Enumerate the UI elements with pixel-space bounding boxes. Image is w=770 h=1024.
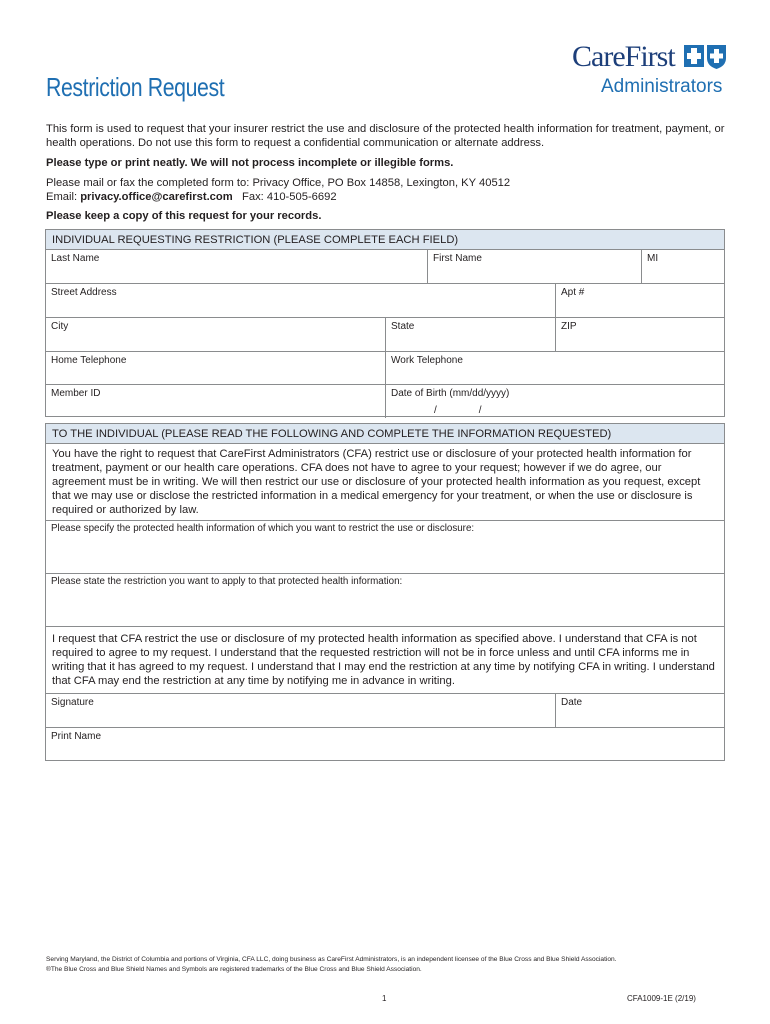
- specify-phi-field-label: Please specify the protected health information of which you want to restrict the use or disclosure:: [51, 523, 475, 534]
- work-telephone-field[interactable]: [385, 352, 724, 384]
- address-row: [46, 284, 724, 318]
- mailing-instructions: Please mail or fax the completed form to: Privacy Office, PO Box 14858, Lexington, KY 40512: [46, 177, 511, 189]
- state-label: State: [391, 321, 415, 332]
- rights-row: [46, 444, 724, 521]
- last-name-label: Last Name: [51, 253, 100, 264]
- date-field[interactable]: [555, 694, 724, 727]
- email-label: Email:: [46, 191, 81, 203]
- member-id-label: Member ID: [51, 388, 101, 399]
- footer-disclaimer: Serving Maryland, the District of Columbia and portions of Virginia, CFA LLC, doing business as CareFirst Administrators, is an independent licensee of the Blue Cross and Blue Shield Association. ®The Blue Cross and Blue Shield Names and Symbols are registered trademarks of the Blue Cross and Blue Shield Association.: [46, 956, 617, 973]
- street-address-label: Street Address: [51, 287, 117, 298]
- first-name-label: First Name: [433, 253, 482, 264]
- request-row: [46, 627, 724, 694]
- dob-separator: /: [478, 405, 482, 416]
- blue-cross-blue-shield-icon: [683, 44, 727, 70]
- rights-paragraph: You have the right to request that CareFirst Administrators (CFA) restrict use or disclosure of your protected health information for treatment, payment or our health care operations. CFA does not have to agree to your request; however if we do agree, our agreement must be in writing. We will then restrict our use or disclosure of your protected health information as you request, except that we may use or disclose the restricted information in a medical emergency for your treatment, or when the use or disclosure is required or authorized by law.: [52, 448, 701, 516]
- restriction-row[interactable]: [46, 574, 724, 627]
- dob-separators: [434, 405, 482, 416]
- page-title: Restriction Request: [46, 72, 225, 102]
- zip-field[interactable]: [555, 318, 724, 351]
- signature-label: Signature: [51, 697, 94, 708]
- instructions-note: Please type or print neatly. We will not process incomplete or illegible forms.: [46, 157, 454, 169]
- street-address-field[interactable]: [46, 284, 555, 317]
- state-field[interactable]: [385, 318, 555, 351]
- form-code: CFA1009-1E (2/19): [627, 994, 696, 1003]
- member-id-field[interactable]: [46, 385, 385, 418]
- section-heading-individual: INDIVIDUAL REQUESTING RESTRICTION (PLEASE COMPLETE EACH FIELD): [46, 230, 724, 250]
- signature-field[interactable]: [46, 694, 555, 727]
- logo-subtitle: Administrators: [601, 76, 723, 97]
- apt-label: Apt #: [561, 287, 585, 298]
- notice-section: [45, 423, 725, 761]
- home-telephone-label: Home Telephone: [51, 355, 127, 366]
- intro-paragraph: This form is used to request that your insurer restrict the use and disclosure of the protected health information for treatment, payment, or health operations. Do not use this form to request a confidential communication or alternate address.: [46, 123, 725, 149]
- section-heading-notice: TO THE INDIVIDUAL (PLEASE READ THE FOLLOWING AND COMPLETE THE INFORMATION REQUESTED): [46, 424, 724, 444]
- signature-row: [46, 694, 724, 728]
- date-of-birth-field[interactable]: [385, 385, 724, 418]
- page-number: 1: [382, 994, 387, 1003]
- fax-number: Fax: 410-505-6692: [242, 191, 337, 203]
- copy-note: Please keep a copy of this request for your records.: [46, 210, 322, 222]
- first-name-field[interactable]: [427, 250, 641, 283]
- phone-row: [46, 352, 724, 385]
- work-telephone-label: Work Telephone: [391, 355, 463, 366]
- mi-field[interactable]: [641, 250, 724, 283]
- member-row: [46, 385, 724, 418]
- email-link[interactable]: privacy.office@carefirst.com: [80, 191, 233, 203]
- individual-section: [45, 229, 725, 417]
- mi-label: MI: [647, 253, 659, 264]
- city-field[interactable]: [46, 318, 385, 351]
- print-name-label: Print Name: [51, 731, 102, 742]
- last-name-field[interactable]: [46, 250, 427, 283]
- request-acknowledgement: I request that CFA restrict the use or disclosure of my protected health information as specified above. I understand that CFA is not required to agree to my request. I understand that the requested restriction will not be in force unless and until CFA informs me in writing that it has agreed to my request. I understand that I may end the restriction at any time by notifying CFA in writing. I understand that CFA may end the restriction at any time by notifying me in advance in writing.: [52, 633, 715, 687]
- date-label: Date: [561, 697, 583, 708]
- print-name-field[interactable]: [46, 728, 724, 760]
- carefirst-logo-wordmark: CareFirst: [572, 40, 675, 73]
- dob-separator: /: [434, 405, 437, 416]
- name-row: [46, 250, 724, 284]
- city-label: City: [51, 321, 69, 332]
- specify-row[interactable]: [46, 521, 724, 574]
- home-telephone-field[interactable]: [46, 352, 385, 384]
- restriction-field-label: Please state the restriction you want to apply to that protected health information:: [51, 576, 403, 587]
- apt-field[interactable]: [555, 284, 724, 317]
- print-name-row: [46, 728, 724, 760]
- contact-line: [46, 190, 726, 204]
- date-of-birth-label: Date of Birth (mm/dd/yyyy): [391, 388, 510, 399]
- city-row: [46, 318, 724, 352]
- zip-label: ZIP: [561, 321, 577, 332]
